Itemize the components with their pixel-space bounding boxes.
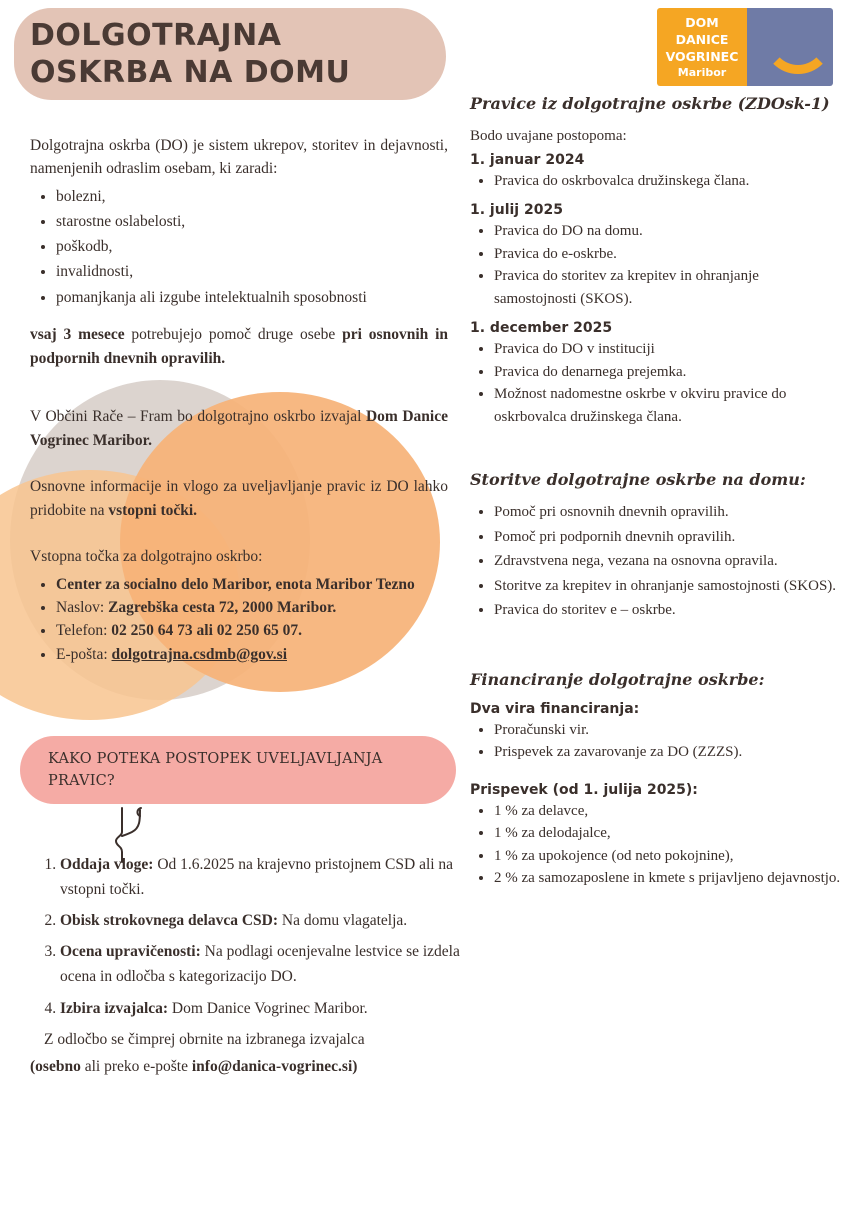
- process-banner-line2: PRAVIC?: [48, 773, 115, 790]
- logo-text-block: [657, 8, 747, 86]
- emphasis-bold-2: pri osnovnih in podpornih dnevnih opravilih.: [30, 325, 449, 367]
- list-item: • Pravica do e-oskrbe.: [494, 243, 842, 266]
- info-paragraph: [30, 475, 448, 523]
- intro-paragraph: Dolgotrajna oskrba (DO) je sistem ukrepov, storitev in dejavnosti, namenjenih odraslim osebam, ki zaradi:: [30, 137, 448, 178]
- list-item: • Prispevek za zavarovanje za DO (ZZZS).: [494, 741, 842, 764]
- list-item: • Pravica do oskrbovalca družinskega člana.: [494, 170, 842, 193]
- logo-mark: [747, 8, 833, 86]
- provider-text: V Občini Rače – Fram bo dolgotrajno oskrbo izvajal: [30, 407, 366, 425]
- list-item: • Pomoč pri podpornih dnevnih opravilih.: [494, 526, 842, 549]
- left-column: [30, 134, 448, 676]
- logo-line-2: DANICE: [675, 32, 729, 48]
- page-title-line1: DOLGOTRAJNA: [30, 18, 282, 53]
- provider-name: Dom Danice Vogrinec Maribor.: [30, 407, 448, 449]
- phase-items: [470, 220, 842, 310]
- list-item: • 1 % za delodajalce,: [494, 822, 842, 845]
- list-item: • bolezni,: [56, 185, 448, 208]
- closing-mid: ali preko e-pošte: [80, 1057, 192, 1075]
- emphasis-bold-1: vsaj 3 mesece: [30, 325, 125, 343]
- list-item: [60, 939, 480, 989]
- services-heading: Storitve dolgotrajne oskrbe na domu:: [470, 470, 806, 489]
- steps-list: [30, 852, 480, 1021]
- sources-label: Dva vira financiranja:: [470, 700, 640, 717]
- list-item: • Pravica do DO v instituciji: [494, 338, 842, 361]
- contributions-list: [470, 800, 842, 890]
- list-item: • Pomoč pri osnovnih dnevnih opravilih.: [494, 501, 842, 524]
- list-item: • 2 % za samozaposlene in kmete s prijavljeno dejavnostjo.: [494, 867, 842, 890]
- list-item: • invalidnosti,: [56, 260, 448, 283]
- closing-line: Z odločbo se čimprej obrnite na izbranega izvajalca: [44, 1030, 365, 1048]
- list-item: • Pravica do storitev za krepitev in ohranjanje samostojnosti (SKOS).: [494, 265, 842, 310]
- list-item: [60, 996, 480, 1021]
- closing-prefix: (: [30, 1057, 36, 1075]
- provider-email[interactable]: info@danica-vogrinec.si: [191, 1057, 353, 1075]
- step-title: Ocena upravičenosti:: [60, 943, 201, 961]
- phone-label: Telefon:: [56, 622, 112, 640]
- list-item: • Možnost nadomestne oskrbe v okviru pravice do oskrbovalca družinskega člana.: [494, 383, 842, 428]
- list-item: [56, 643, 448, 666]
- sources-list: [470, 719, 842, 764]
- list-item: • Pravica do storitev e – oskrbe.: [494, 599, 842, 622]
- list-item: [60, 908, 480, 933]
- address-value: Zagrebška cesta 72, 2000 Maribor.: [108, 599, 337, 617]
- rights-heading: Pravice iz dolgotrajne oskrbe (ZDOsk-1): [470, 94, 830, 113]
- step-title: Izbira izvajalca:: [60, 999, 169, 1017]
- email-label: E-pošta:: [56, 645, 112, 663]
- process-steps: [30, 852, 480, 1079]
- address-label: Naslov:: [56, 599, 109, 617]
- step-description: Na podlagi ocenjevalne lestvice se izdela ocena in odločba s kategorizacijo DO.: [60, 943, 460, 986]
- list-item: • starostne oslabelosti,: [56, 210, 448, 233]
- contribution-label: Prispevek (od 1. julija 2025):: [470, 781, 698, 798]
- page-title-line2: OSKRBA NA DOMU: [30, 54, 351, 90]
- logo-line-1: DOM: [685, 15, 719, 31]
- phase-items: [470, 170, 842, 193]
- step-description: Dom Danice Vogrinec Maribor.: [168, 999, 368, 1017]
- phase-date: 1. januar 2024: [470, 151, 585, 168]
- entry-point-emphasis: vstopni točki.: [108, 501, 198, 519]
- entry-point-label: Vstopna točka za dolgotrajno oskrbo:: [30, 547, 263, 565]
- page-title: [30, 18, 450, 91]
- financing-heading: Financiranje dolgotrajne oskrbe:: [470, 669, 765, 689]
- right-column: [470, 94, 842, 900]
- process-banner: [48, 748, 438, 793]
- list-item: [56, 596, 448, 619]
- info-text: Osnovne informacije in vlogo za uveljavljanje pravic iz DO lahko pridobite na: [30, 477, 448, 519]
- step-title: Oddaja vloge:: [60, 856, 154, 873]
- list-item: • poškodb,: [56, 235, 448, 258]
- step-description: Na domu vlagatelja.: [278, 912, 408, 930]
- provider-paragraph: [30, 405, 448, 453]
- list-item: • Zdravstvena nega, vezana na osnovna opravila.: [494, 550, 842, 573]
- process-banner-line1: KAKO POTEKA POSTOPEK UVELJAVLJANJA: [48, 751, 383, 767]
- list-item: [60, 852, 480, 902]
- list-item: • 1 % za delavce,: [494, 800, 842, 823]
- smile-icon: [763, 22, 833, 74]
- entry-point-list: [30, 573, 448, 666]
- list-item: • Pravica do denarnega prejemka.: [494, 361, 842, 384]
- step-title: Obisk strokovnega delavca CSD:: [60, 912, 279, 930]
- emphasis-normal: potrebujejo pomoč druge osebe: [124, 325, 343, 343]
- rights-intro: Bodo uvajane postopoma:: [470, 128, 627, 144]
- list-item: [56, 573, 448, 596]
- email-link[interactable]: dolgotrajna.csdmb@gov.si: [111, 645, 287, 663]
- closing-suffix: ): [352, 1057, 358, 1075]
- phone-value: 02 250 64 73 ali 02 250 65 07.: [111, 622, 303, 640]
- list-item: • Proračunski vir.: [494, 719, 842, 742]
- list-item: • 1 % za upokojence (od neto pokojnine),: [494, 845, 842, 868]
- list-item: • Pravica do DO na domu.: [494, 220, 842, 243]
- entry-point-name: Center za socialno delo Maribor, enota Maribor Tezno: [56, 575, 415, 593]
- phase-date: 1. december 2025: [470, 320, 613, 336]
- closing-bold-1: osebno: [35, 1057, 81, 1075]
- reasons-list: [30, 185, 448, 309]
- logo-line-4: Maribor: [677, 65, 727, 79]
- closing-contact-line: [30, 1054, 480, 1079]
- list-item: [56, 619, 448, 642]
- services-list: [470, 501, 842, 622]
- organization-logo: [657, 8, 833, 86]
- phase-date: 1. julij 2025: [470, 202, 563, 218]
- emphasis-paragraph: [30, 323, 448, 371]
- list-item: • pomanjkanja ali izgube intelektualnih sposobnosti: [56, 286, 448, 309]
- list-item: • Storitve za krepitev in ohranjanje samostojnosti (SKOS).: [494, 575, 842, 598]
- step-description: Od 1.6.2025 na krajevno pristojnem CSD ali na vstopni točki.: [60, 856, 454, 899]
- logo-line-3: VOGRINEC: [665, 49, 739, 65]
- phase-items: [470, 338, 842, 428]
